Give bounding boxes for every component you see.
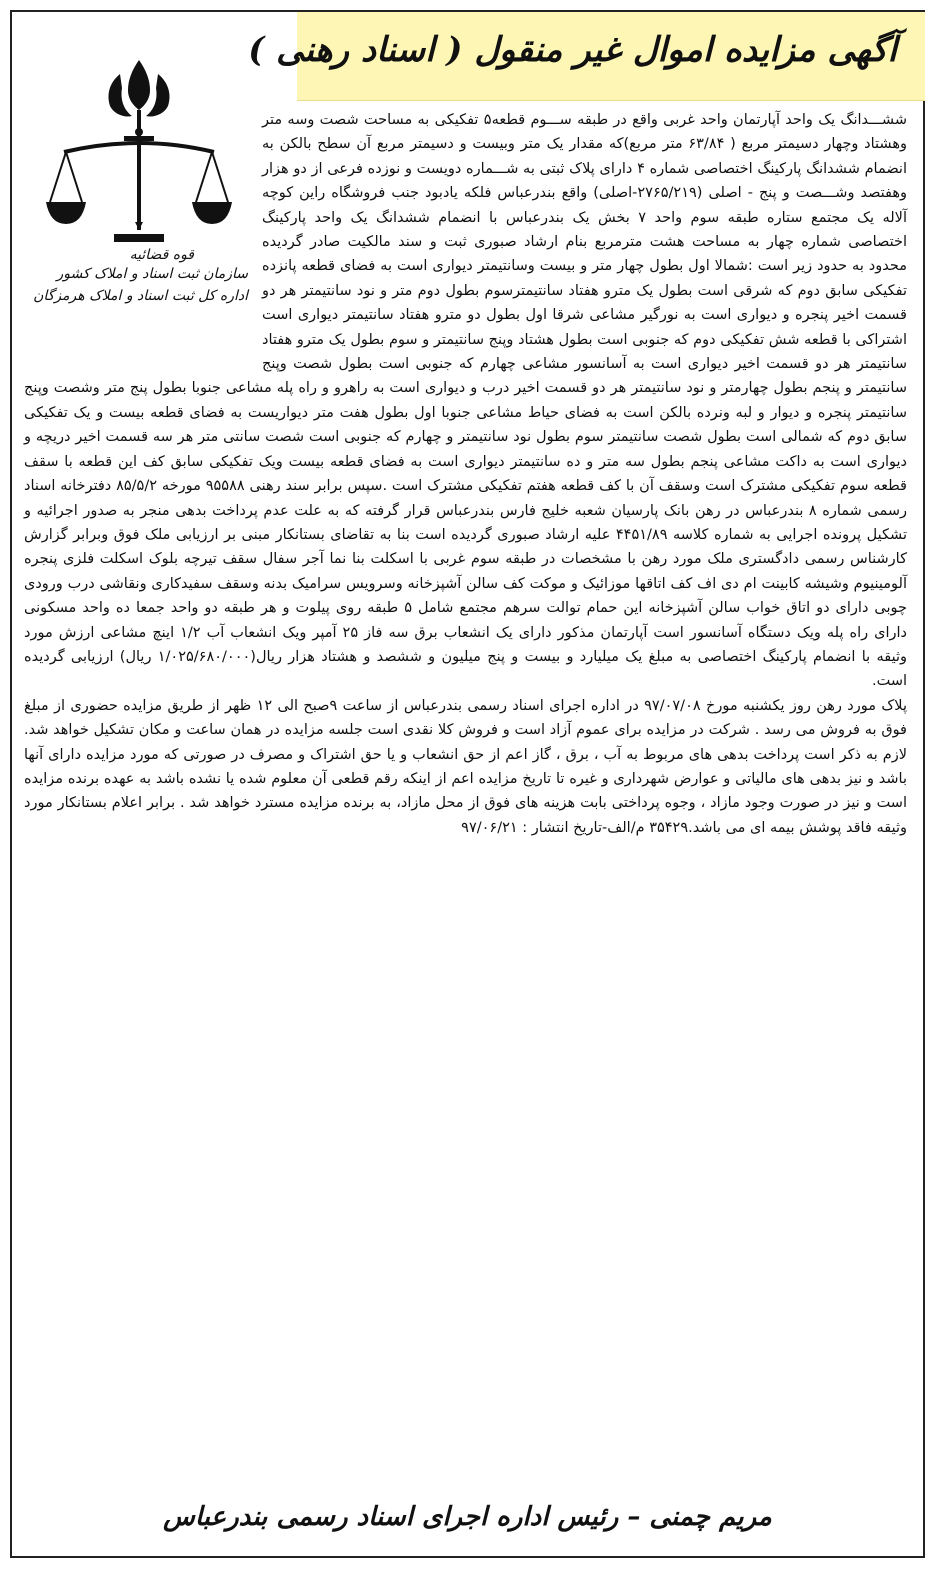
title-band bbox=[248, 12, 925, 101]
notice-frame bbox=[10, 10, 925, 1558]
org-line-registry: سازمان ثبت اسناد و املاک کشور bbox=[56, 266, 248, 282]
emblem-float-spacer bbox=[24, 108, 262, 358]
notice-body bbox=[24, 108, 907, 840]
signature: مریم چمنی – رئیس اداره اجرای اسناد رسمی بندرعباس bbox=[163, 1502, 772, 1532]
org-line-judiciary: قوه قضائیه bbox=[129, 247, 194, 263]
notice-title: آگهی مزایده اموال غیر منقول ( اسناد رهنی ) bbox=[248, 30, 897, 70]
property-description-paragraph: ششـــدانگ یک واحد آپارتمان واحد غربی واقع در طبقه ســـوم قطعه۵ تفکیکی به مساحت شصت وسه متر وهشتاد وچهار دسیمتر مربع ( ۶۳/۸۴ متر مربع)که مقدار یک متر وبیست و دسیمتر مربع آن سطح بالکن به انضمام ششدانگ پارکینگ اختصاصی شماره ۴ دارای پلاک ثبتی به شـــماره دویست و نوزده فرعی از دو هزار وهفتصد وشـــصت و پنج - اصلی (۲۷۶۵/۲۱۹-اصلی) واقع بندرعباس فلکه یادبود جنب فروشگاه راین کوچه آلاله یک مجتمع ستاره طبقه سوم واحد ۷ بخش یک بندرعباس با انضمام ششدانگ یک واحد پارکینگ اختصاصی شماره چهار به مساحت هشت مترمربع بنام ارشاد صبوری ثبت و سند مالکیت صادر گردیده محدود به حدود زیر است :شمالا اول بطول چهار متر و بیست وسانتیمتر دیواری است به فضای قطعه پانزده تفکیکی سابق دوم که شرقی است بطول یک مترو هفتاد سانتیمترسوم بطول دوم متر و نود سانتیمتر هر دو قسمت اخیر پنجره و دیواری است به نورگیر مشاعی شرقا اول بطول دو مترو هفتاد سانتیمتر دیواری است اشتراکی با قطعه شش تفکیکی دوم که جنوبی است بطول هشتاد وپنج سانتیمتر و سوم بطول یک مترو هفتاد سانتیمتر هر دو قسمت اخیر دیواری است به آسانسور مشاعی چهارم که جنوبی است بطول شصت وپنج سانتیمتر و پنجم بطول چهارمتر و نود سانتیمتر هر دو قسمت اخیر درب و دیواری است به راهرو و راه پله مشاعی جنوبا بطول پنج متر وشصت وپنج سانتیمتر پنجره و دیوار و لبه ونرده بالکن است به فضای حیاط مشاعی جنوبا اول بطول هفت متر دیواریست به فضای قطعه بیست و یک تفکیکی سابق دوم که شمالی است بطول شصت سانتیمتر سوم بطول نود سانتیمتر و چهارم که جنوبی است شصت سانتی متر هر سه قسمت اخیر دریچه و دیواری است به داکت مشاعی پنجم بطول سه متر و ده سانتیمتر دیواری است به فضای قطعه بیست ویک تفکیکی سابق کف این قطعه با سقف قطعه سوم تفکیکی مشترک است وسقف آن با کف قطعه هفتم تفکیکی مشترک است .سپس برابر سند رهنی ۹۵۵۸۸ مورخه ۸۵/۵/۲ دفترخانه اسناد رسمی شماره ۸ بندرعباس در رهن بانک پارسیان شعبه خلیج فارس بندرعباس قرار گرفته که به علت عدم پرداخت بدهی منجر به صدور اجرائیه و تشکیل پرونده اجرایی به شماره کلاسه ۴۴۵۱/۸۹ علیه ارشاد صبوری گردیده است بنا به تقاضای بستانکار مبنی بر ارزیابی ملک فوق وبرابر گزارش کارشناس رسمی دادگستری ملک مورد رهن با مشخصات در طبقه سوم غربی با اسکلت بنا نما آجر سفال سقف تیرچه بلوک اسکلت فلزی پنجره آلومینیوم وشیشه کابینت ام دی اف کف اتاقها موزائیک و موکت کف سالن آشپزخانه وسرویس سرامیک بدنه وسقف سفیدکاری ونقاشی درب ورودی چوبی دارای دو اتاق خواب سالن آشپزخانه این حمام توالت سرهم مجتمع شامل ۵ طبقه روی پیلوت و هر طبقه دو واحد جمعا ده واحد مسکونی دارای راه پله ویک دستگاه آسانسور است آپارتمان مذکور دارای یک انشعاب برق سه فاز ۲۵ آمپر ویک انشعاب آب ۱/۲ اینچ مشاعی ارزش مورد وثیقه با انضمام پارکینگ اختصاصی به مبلغ یک میلیارد و بیست و پنج میلیون و ششصد و هشتاد هزار ریال(۱/۰۲۵/۶۸۰/۰۰۰ ریال) ارزیابی گردیده است. bbox=[24, 112, 908, 690]
auction-terms-paragraph: پلاک مورد رهن روز یکشنبه مورخ ۹۷/۰۷/۰۸ در اداره اجرای اسناد رسمی بندرعباس از ساعت ۹صبح الی ۱۲ ظهر از طریق مزایده حضوری از مبلغ فوق به فروش می رسد . شرکت در مزایده برای عموم آزاد است و فروش کلا نقدی است جلسه مزایده در همان ساعت و مکان تشکیل خواهد شد. لازم به ذکر است پرداخت بدهی های مربوط به آب ، برق ، گاز اعم از حق انشعاب و یا حق اشتراک و مصرف در صورتی که مورد مزایده دارای آنها باشد و نیز بدهی های مالیاتی و عوارض شهرداری و غیره تا تاریخ مزایده اعم از اینکه رقم قطعی آن معلوم شده یا نشده باشد به عهده برنده مزایده است و نیز در صورت وجود مازاد ، وجوه پرداختی بابت هزینه های فوق از محل مازاد، به برنده مزایده مسترد خواهد شد . برابر اعلام بستانکار مورد وثیقه فاقد پوشش بیمه ای می باشد.۳۵۴۲۹ م/الف-تاریخ انتشار : ۹۷/۰۶/۲۱ bbox=[24, 697, 907, 836]
org-line-hormozgan: اداره کل ثبت اسناد و املاک هرمزگان bbox=[33, 288, 248, 304]
